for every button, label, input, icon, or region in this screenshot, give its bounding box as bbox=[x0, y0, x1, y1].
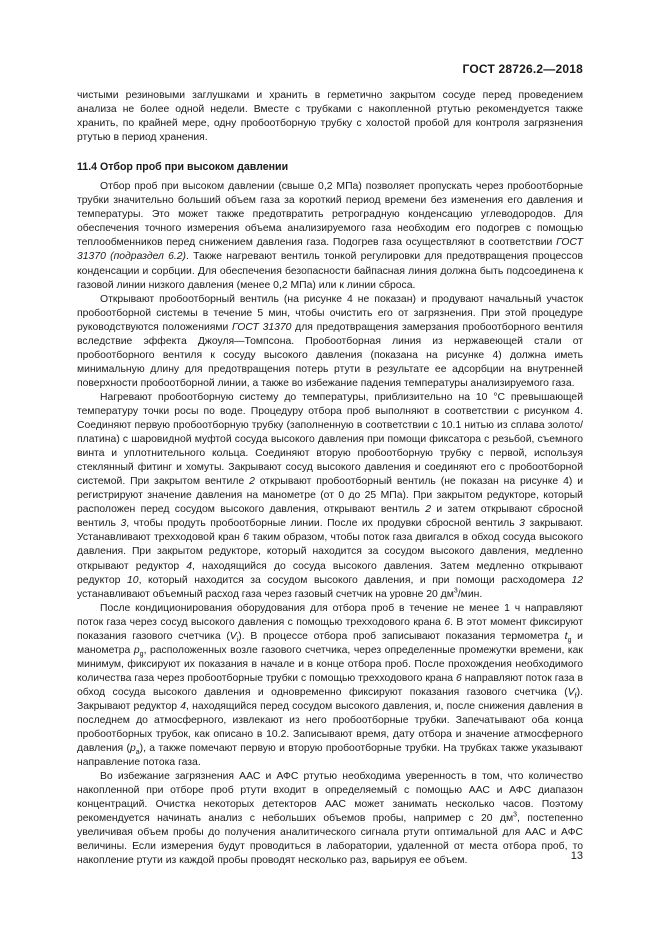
text-run: /мин. bbox=[457, 588, 483, 600]
item-number: 12 bbox=[571, 574, 584, 586]
item-number: 2 bbox=[425, 504, 431, 516]
subscript: g bbox=[567, 636, 572, 644]
paragraph-2 bbox=[77, 293, 583, 391]
page-number: 13 bbox=[570, 850, 583, 862]
section-heading: 11.4 Отбор проб при высоком давлении bbox=[77, 161, 289, 174]
text-run: После кондиционирования оборудования для отбора проб в течение не менее 1 ч направляют поток газа через сосуд высокого давления с помощью трехходового крана bbox=[77, 602, 583, 628]
document-code-header: ГОСТ 28726.2—2018 bbox=[462, 62, 583, 76]
text-run: Открывают пробоотборный вентиль (на рисунке 4 не показан) и продувают начальный участок пробоотборной системы в течение 5 мин, чтобы очистить его от загрязнения. При этой процедуре руководствуются положениями bbox=[77, 293, 583, 333]
text-run: для предотвращения замерзания пробоотборного вентиля вследствие эффекта Джоуля—Томпсона. Пробоотборная линия из нержавеющей стали от пробоотборного вентиля к сосуду высокого давления (показана на рисунке 4) должна иметь минимальную длину для предотвращения потерь ртути в результате ее адсорбции на внутренней поверхности пробоотборной линии, а также во избежание падения температуры анализируемого газа. bbox=[77, 321, 583, 389]
standard-reference: ГОСТ 31370 (подраздел 6.2) bbox=[77, 237, 583, 263]
subscript: a bbox=[135, 749, 140, 757]
item-number: 6 bbox=[243, 532, 250, 544]
text-run: ). Закрывают редуктор bbox=[77, 686, 583, 712]
item-number: 4 bbox=[186, 560, 193, 572]
symbol: V bbox=[229, 630, 237, 642]
subscript: f bbox=[574, 693, 577, 700]
document-body bbox=[77, 89, 583, 869]
superscript: 3 bbox=[453, 587, 458, 595]
text-run: Нагревают пробоотборную систему до температуры, приблизительно на 10 °С превышающей температуру точки росы по воде. Процедуру отбора проб выполняют в соответствии с рисунком 4. Соединяют первую пробоотборную трубку (заполненную в соответствии с 10.1 нитью из сплава золото/платина) с шаровидной муфтой сосуда высокого давления при помощи фиксатора с резьбой, съемного винта и уплотнительного кольца. Соединяют вторую пробоотборную трубку с первой, используя стеклянный фитинг и хомуты. Закрывают сосуд высокого давления и соединяют его с пробоотборной системой. При закрытом вентиле bbox=[77, 391, 583, 488]
text-run: таким образом, чтобы поток газа двигался в обход сосуда высокого давления. При закрытом редукторе, который находится за сосудом высокого давления, медленно открывают редуктор bbox=[77, 532, 584, 572]
standard-reference: ГОСТ 31370 bbox=[232, 321, 292, 333]
text-run: ), а также помечают первую и вторую пробоотборные трубки. На трубках также указывают направление потока газа. bbox=[77, 743, 584, 769]
text-run: , расположенных возле газового счетчика, через определенные промежутки времени, как минимум, фиксируют их показания в начале и в конце отбора проб. После прохождения необходимого количества газа через пробоотборные трубки с помощью трехходового крана bbox=[77, 644, 583, 684]
subscript: i bbox=[236, 636, 239, 644]
text-run: Во избежание загрязнения ААС и АФС ртутью необходима уверенность в том, что количество накопленной при отборе проб ртути входит в определяемый с помощью ААС и АФС диапазон концентраций. Очистка некоторых детекторов ААС может занимать несколько часов. Поэтому рекомендуется начинать анализ с небольших объемов пробы, например с 20 дм bbox=[77, 771, 583, 825]
paragraph-3 bbox=[77, 391, 583, 602]
symbol: p bbox=[129, 743, 136, 755]
text-run: и манометра bbox=[77, 630, 583, 656]
paragraph-5 bbox=[77, 770, 583, 868]
symbol: p bbox=[133, 644, 140, 656]
subscript: g bbox=[139, 650, 144, 658]
symbol: t bbox=[564, 630, 568, 642]
text-run: открывают пробоотборный вентиль (не показан на рисунке 4) и регистрируют значение давления на манометре (от 0 до 25 МПа). При закрытом редукторе, который расположен перед сосудом высокого давления, открывают вентиль bbox=[77, 476, 583, 516]
item-number: 3 bbox=[120, 518, 127, 530]
text-run: ). В процессе отбора проб записывают показания термометра bbox=[238, 630, 565, 642]
text-run: , чтобы продуть пробоотборные линии. После их продувки сбросной вентиль bbox=[126, 518, 520, 530]
text-run: . Также нагревают вентиль тонкой регулировки для предотвращения процессов конденсации и сорбции. Для обеспечения безопасности байпасная линия должна быть подсоединена к газовой линии низкого давления (менее 0,2 МПа) или к линии сброса. bbox=[77, 251, 583, 291]
text-run: , постепенно увеличивая объем пробы до получения аналитического сигнала ртути оптимальной для ААС и АФС величины. Если измерения будут проводиться в лаборатории, удаленной от места отбора проб, то накопление ртути из каждой пробы проводят несколько раз, варьируя ее объем. bbox=[77, 813, 583, 867]
paragraph-1 bbox=[77, 180, 583, 292]
symbol: V bbox=[567, 686, 575, 698]
item-number: 2 bbox=[249, 476, 255, 488]
superscript: 3 bbox=[513, 811, 518, 819]
continuation-paragraph: чистыми резиновыми заглушками и хранить в герметично закрытом сосуде перед проведением анализа не более одной недели. Вместе с трубками с накопленной ртутью рекомендуется также хранить, по крайней мере, одну пробоотборную трубку с холостой пробой для контроля загрязнения ртутью в период хранения. bbox=[77, 90, 583, 144]
item-number: 6 bbox=[455, 672, 462, 684]
text-run: . В этот момент фиксируют показания газового счетчика ( bbox=[77, 616, 583, 642]
item-number: 10 bbox=[127, 574, 139, 586]
text-run: , который находится за сосудом высокого давления, и при помощи расходомера bbox=[138, 574, 572, 586]
item-number: 3 bbox=[519, 518, 525, 530]
text-run: закрывают. Устанавливают трехходовой кран bbox=[77, 518, 583, 544]
paragraph-4 bbox=[77, 602, 583, 771]
text-run: Отбор проб при высоком давлении (свыше 0,2 МПа) позволяет пропускать через пробоотборные трубки значительно больший объем газа за короткий период времени без изменения его давления и температуры. Это может также предотвратить ретроградную конденсацию углеводородов. Для обеспечения точного измерения объема анализируемого газа необходим его подогрев с помощью теплообменников перед снижением давления газа. Подогрев газа осуществляют в соответствии bbox=[77, 181, 583, 249]
text-run: и затем открывают сбросной вентиль bbox=[77, 504, 583, 530]
text-run: направляют поток газа в обход сосуда высокого давления и одновременно фиксируют показания газового счетчика ( bbox=[77, 672, 583, 698]
text-run: устанавливают объемный расход газа через газовый счетчик на уровне 20 дм bbox=[77, 588, 454, 600]
item-number: 4 bbox=[180, 700, 186, 712]
text-run: , находящийся перед сосудом высокого давления, и, после снижения давления в последнем до атмосферного, извлекают из него пробоотборные трубки. Запечатывают оба конца пробоотборных трубок, как описано в 10.2. Записывают время, дату отбора и значение атмосферного давления ( bbox=[77, 700, 583, 755]
text-run: , находящийся до сосуда высокого давления. Затем медленно открывают редуктор bbox=[77, 560, 583, 586]
item-number: 6 bbox=[444, 616, 451, 628]
